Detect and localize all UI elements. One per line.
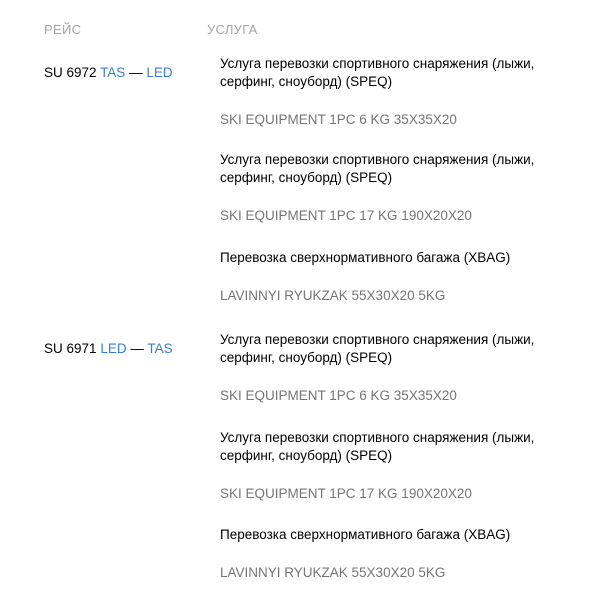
service-description: SKI EQUIPMENT 1PC 17 KG 190X20X20	[220, 208, 472, 223]
service-item	[220, 526, 560, 582]
destination-airport-link[interactable]: TAS	[147, 341, 173, 356]
column-header-service: УСЛУГА	[207, 22, 258, 37]
flight-number: SU 6971	[44, 341, 97, 356]
service-description: LAVINNYI RYUKZAK 55X30X20 5KG	[220, 565, 446, 580]
origin-airport-link[interactable]: TAS	[100, 65, 126, 80]
service-title: Услуга перевозки спортивного снаряжения (лыжи, серфинг, сноуборд) (SPEQ)	[220, 56, 535, 89]
service-title: Услуга перевозки спортивного снаряжения (лыжи, серфинг, сноуборд) (SPEQ)	[220, 332, 535, 365]
service-title: Услуга перевозки спортивного снаряжения (лыжи, серфинг, сноуборд) (SPEQ)	[220, 430, 535, 463]
service-item	[220, 55, 560, 129]
service-item	[220, 331, 560, 405]
route-separator: —	[130, 341, 144, 356]
service-description: SKI EQUIPMENT 1PC 6 KG 35X35X20	[220, 388, 457, 403]
column-header-flight: РЕЙС	[44, 22, 82, 37]
service-item	[220, 429, 560, 503]
destination-airport-link[interactable]: LED	[146, 65, 173, 80]
route-separator: —	[129, 65, 143, 80]
service-title: Услуга перевозки спортивного снаряжения (лыжи, серфинг, сноуборд) (SPEQ)	[220, 152, 535, 185]
origin-airport-link[interactable]: LED	[100, 341, 127, 356]
service-title: Перевозка сверхнормативного багажа (XBAG)	[220, 527, 511, 542]
service-item	[220, 151, 560, 225]
service-description: SKI EQUIPMENT 1PC 17 KG 190X20X20	[220, 486, 472, 501]
service-description: LAVINNYI RYUKZAK 55X30X20 5KG	[220, 288, 446, 303]
flight-route-1	[44, 65, 173, 80]
service-title: Перевозка сверхнормативного багажа (XBAG)	[220, 250, 511, 265]
service-item	[220, 249, 560, 305]
service-description: SKI EQUIPMENT 1PC 6 KG 35X35X20	[220, 112, 457, 127]
flight-route-2	[44, 341, 173, 356]
flight-number: SU 6972	[44, 65, 97, 80]
